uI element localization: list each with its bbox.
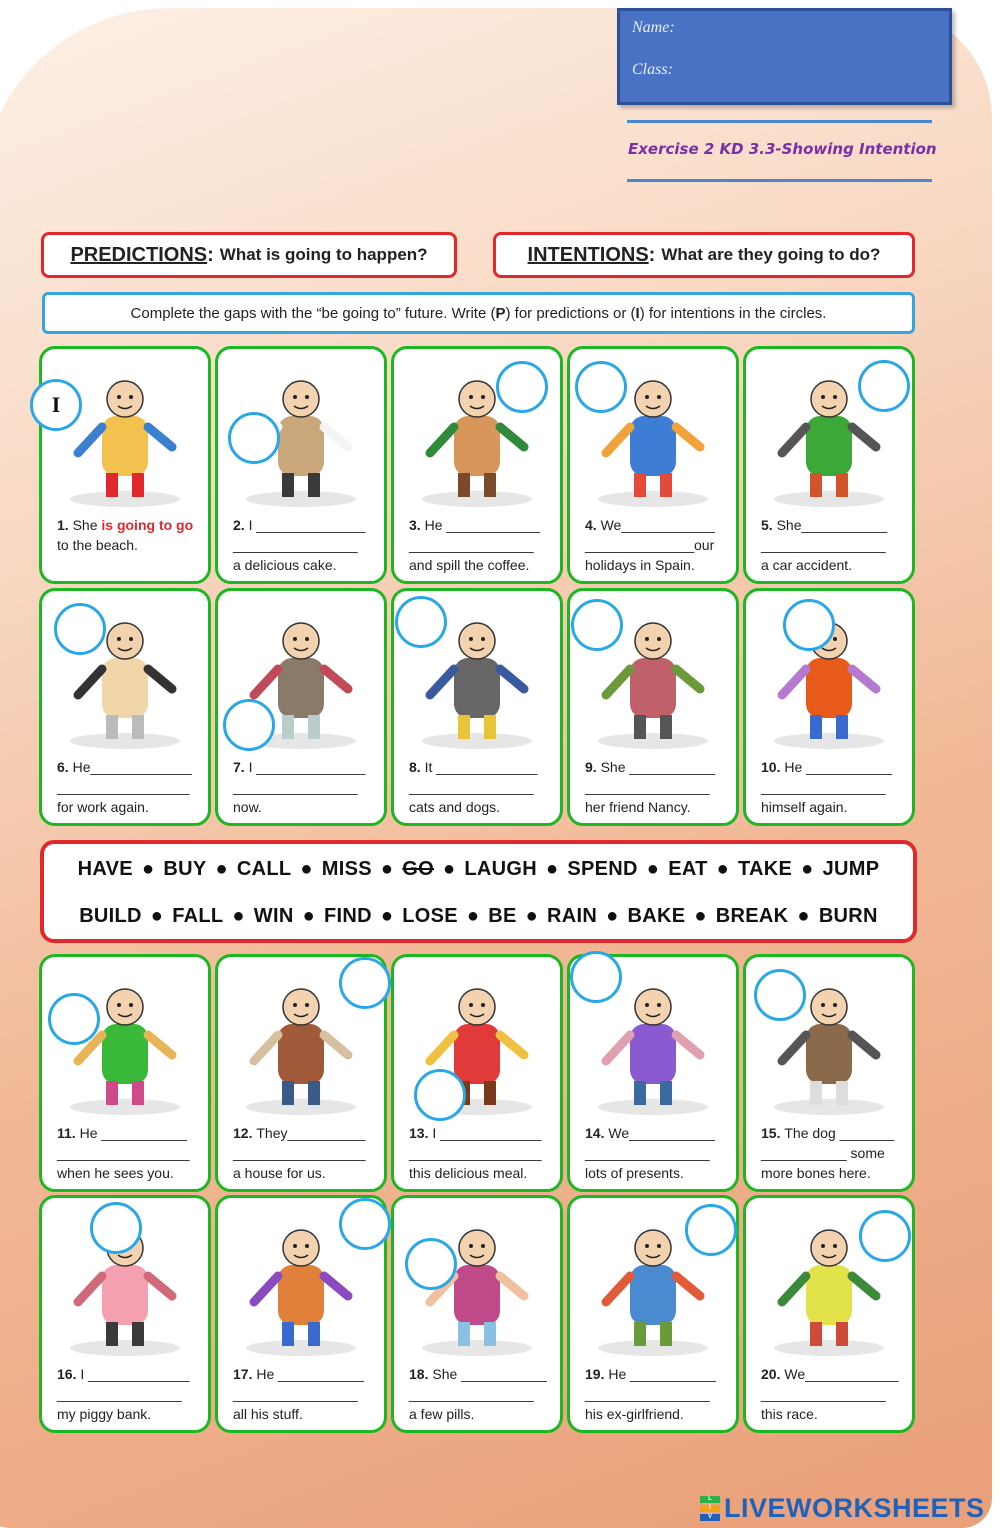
sentence-19[interactable]: 19. He ___________ ________________ his ex-girlfriend.	[585, 1366, 716, 1422]
card-20	[743, 1195, 915, 1433]
word-jump: JUMP	[822, 858, 880, 880]
bullet-separator: ●	[300, 858, 313, 880]
word-eat: EAT	[668, 858, 708, 880]
card-9	[567, 588, 739, 826]
sentence-number: 11.	[57, 1125, 80, 1141]
sentence-number: 19.	[585, 1366, 609, 1382]
exercise-title: Exercise 2 KD 3.3-Showing Intention	[628, 140, 937, 158]
bullet-separator: ●	[694, 905, 707, 927]
sentence-number: 10.	[761, 759, 785, 775]
word-lose: LOSE	[402, 905, 458, 927]
predictions-header: PREDICTIONS : What is going to happen?	[41, 232, 457, 278]
sentence-number: 13.	[409, 1125, 433, 1141]
name-class-box	[617, 8, 952, 105]
sentence-number: 16.	[57, 1366, 81, 1382]
sentence-number: 4.	[585, 517, 601, 533]
card-10	[743, 588, 915, 826]
title-top-rule	[627, 120, 932, 123]
sentence-12[interactable]: 12. They__________ _________________ a house for us.	[233, 1125, 366, 1181]
word-be: BE	[488, 905, 517, 927]
answer-circle-1[interactable]: I	[30, 379, 82, 431]
bullet-separator: ●	[646, 858, 660, 880]
bullet-separator: ●	[443, 858, 456, 880]
card-14	[567, 954, 739, 1192]
bullet-separator: ●	[150, 905, 164, 927]
answer-circle-12[interactable]	[339, 957, 391, 1009]
predictions-title: PREDICTIONS	[70, 243, 208, 266]
instruction-text-3: ) for intentions in the circles.	[639, 304, 827, 322]
sentence-number: 14.	[585, 1125, 609, 1141]
word-spend: SPEND	[567, 858, 638, 880]
bullet-separator: ●	[797, 905, 810, 927]
sentence-number: 1.	[57, 517, 73, 533]
card-2	[215, 346, 387, 584]
card-11	[39, 954, 211, 1192]
bullet-separator: ●	[232, 905, 245, 927]
class-label[interactable]: Class:	[632, 61, 673, 78]
answer-circle-9[interactable]	[571, 599, 623, 651]
word-bank	[40, 840, 917, 943]
sentence-number: 15.	[761, 1125, 785, 1141]
answer-circle-2[interactable]	[228, 412, 280, 464]
sentence-4[interactable]: 4. We____________ ______________our holidays in Spain.	[585, 517, 715, 573]
bullet-separator: ●	[380, 858, 394, 880]
intentions-question: What are they going to do?	[661, 245, 881, 264]
sentence-6[interactable]: 6. He_____________ _________________ for work again.	[57, 759, 192, 815]
sentence-number: 17.	[233, 1366, 257, 1382]
bullet-separator: ●	[380, 905, 394, 927]
instruction-i: I	[635, 304, 640, 322]
sentence-13[interactable]: 13. I _____________ _________________ this delicious meal.	[409, 1125, 542, 1181]
word-burn: BURN	[818, 905, 878, 927]
answer-circle-14[interactable]	[570, 951, 622, 1003]
card-13	[391, 954, 563, 1192]
instruction-p: P	[495, 304, 506, 322]
answer-circle-13[interactable]	[414, 1069, 466, 1121]
word-fall: FALL	[172, 905, 224, 927]
answer-circle-17[interactable]	[339, 1198, 391, 1250]
word-bank-row-1	[44, 858, 913, 881]
sentence-number: 5.	[761, 517, 777, 533]
bullet-separator: ●	[466, 905, 480, 927]
answer-circle-11[interactable]	[48, 993, 100, 1045]
sentence-18[interactable]: 18. She ___________ ________________ a few pills.	[409, 1366, 547, 1422]
bullet-separator: ●	[801, 858, 814, 880]
name-label[interactable]: Name:	[632, 19, 675, 36]
logo-mark-icon: L I V	[700, 1495, 720, 1522]
bullet-separator: ●	[215, 858, 228, 880]
card-12	[215, 954, 387, 1192]
logo-text: LIVEWORKSHEETS	[724, 1493, 985, 1523]
word-break: BREAK	[715, 905, 789, 927]
word-laugh: LAUGH	[464, 858, 537, 880]
example-answer: is going to go	[101, 517, 194, 533]
sentence-11[interactable]: 11. He ___________ _________________ when he sees you.	[57, 1125, 190, 1181]
sentence-2[interactable]: 2. I ______________ ________________ a delicious cake.	[233, 517, 366, 573]
card-16	[39, 1195, 211, 1433]
bullet-separator: ●	[546, 858, 559, 880]
word-build: BUILD	[79, 905, 142, 927]
card-5	[743, 346, 915, 584]
answer-circle-6[interactable]	[54, 603, 106, 655]
liveworksheets-logo	[700, 1493, 985, 1524]
title-bottom-rule	[627, 179, 932, 182]
word-win: WIN	[253, 905, 294, 927]
instruction-text-2: ) for predictions or (	[505, 304, 636, 322]
answer-circle-20[interactable]	[859, 1210, 911, 1262]
sentence-16[interactable]: 16. I _____________ ________________ my piggy bank.	[57, 1366, 190, 1422]
word-bake: BAKE	[627, 905, 686, 927]
word-take: TAKE	[738, 858, 793, 880]
card-19	[567, 1195, 739, 1433]
sentence-number: 12.	[233, 1125, 257, 1141]
card-6	[39, 588, 211, 826]
bullet-separator: ●	[525, 905, 539, 927]
answer-circle-8[interactable]	[395, 596, 447, 648]
word-go: GO	[402, 858, 434, 880]
answer-circle-16[interactable]	[90, 1202, 142, 1254]
sentence-17[interactable]: 17. He ___________ ________________ all his stuff.	[233, 1366, 364, 1422]
sentence-10[interactable]: 10. He ___________ ________________ himself again.	[761, 759, 892, 815]
bullet-separator: ●	[606, 905, 619, 927]
answer-circle-19[interactable]	[685, 1204, 737, 1256]
answer-circle-4[interactable]	[575, 361, 627, 413]
sentence-number: 20.	[761, 1366, 785, 1382]
intentions-title: INTENTIONS	[527, 243, 649, 266]
word-call: CALL	[236, 858, 292, 880]
sentence-9[interactable]: 9. She ___________ ________________ her friend Nancy.	[585, 759, 716, 815]
sentence-1[interactable]: 1. She is going to go to the beach.	[57, 517, 194, 553]
answer-circle-5[interactable]	[858, 360, 910, 412]
card-8	[391, 588, 563, 826]
answer-circle-7[interactable]	[223, 699, 275, 751]
instruction-text-1: Complete the gaps with the “be going to” future. Write (	[130, 304, 496, 322]
sentence-number: 7.	[233, 759, 249, 775]
word-buy: BUY	[163, 858, 207, 880]
card-4	[567, 346, 739, 584]
sentence-20[interactable]: 20. We____________ ________________ this race.	[761, 1366, 899, 1422]
word-bank-row-2	[44, 905, 913, 928]
sentence-14[interactable]: 14. We___________ ________________ lots of presents.	[585, 1125, 715, 1181]
bullet-separator: ●	[716, 858, 729, 880]
sentence-7[interactable]: 7. I ______________ ________________ now.	[233, 759, 366, 815]
sentence-3[interactable]: 3. He ____________ ________________ and spill the coffee.	[409, 517, 540, 573]
sentence-15[interactable]: 15. The dog _______ ___________ some more bones here.	[761, 1125, 895, 1181]
sentence-5[interactable]: 5. She___________ ________________ a car accident.	[761, 517, 888, 573]
answer-circle-15[interactable]	[754, 969, 806, 1021]
card-7	[215, 588, 387, 826]
card-18	[391, 1195, 563, 1433]
woman-beach-icon	[50, 361, 200, 511]
sentence-number: 6.	[57, 759, 73, 775]
card-1	[39, 346, 211, 584]
sentence-number: 2.	[233, 517, 249, 533]
word-find: FIND	[323, 905, 372, 927]
answer-circle-10[interactable]	[783, 599, 835, 651]
sentence-number: 8.	[409, 759, 425, 775]
instructions-box	[42, 292, 915, 334]
word-rain: RAIN	[547, 905, 598, 927]
card-3	[391, 346, 563, 584]
sentence-number: 9.	[585, 759, 601, 775]
sentence-number: 3.	[409, 517, 425, 533]
bullet-separator: ●	[302, 905, 315, 927]
word-miss: MISS	[321, 858, 372, 880]
sentence-8[interactable]: 8. It _____________ ________________ cats and dogs.	[409, 759, 538, 815]
card-17	[215, 1195, 387, 1433]
answer-circle-18[interactable]	[405, 1238, 457, 1290]
card-15	[743, 954, 915, 1192]
predictions-question: What is going to happen?	[219, 245, 428, 264]
sentence-number: 18.	[409, 1366, 433, 1382]
intentions-header: INTENTIONS : What are they going to do?	[493, 232, 915, 278]
answer-circle-3[interactable]	[496, 361, 548, 413]
bullet-separator: ●	[141, 858, 155, 880]
word-have: HAVE	[77, 858, 133, 880]
